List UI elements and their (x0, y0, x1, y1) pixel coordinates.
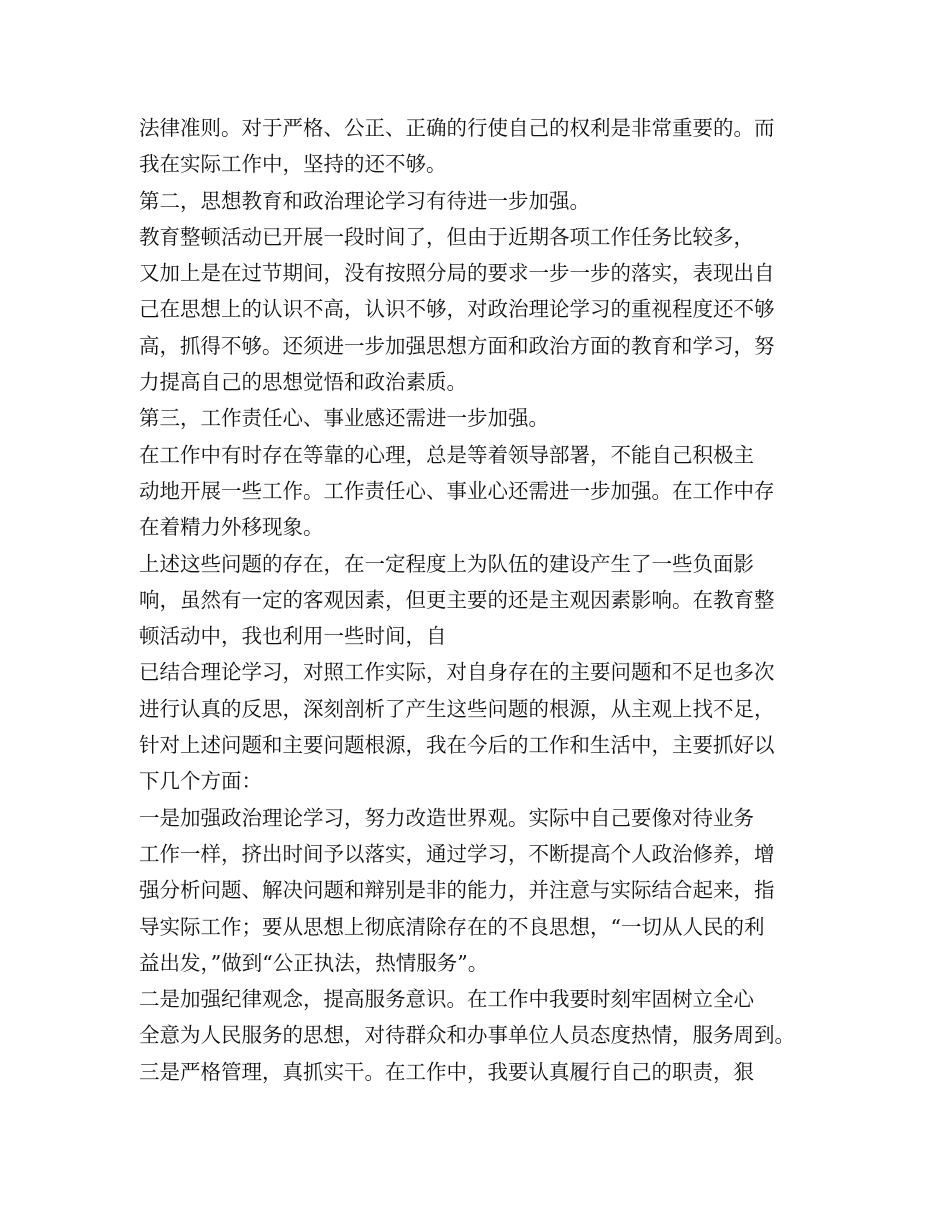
text-line: 己在思想上的认识不高，认识不够，对政治理论学习的重视程度还不够 (139, 297, 775, 322)
text-line: 响，虽然有一定的客观因素，但更主要的还是主观因素影响。在教育整 (139, 587, 775, 612)
text-line: 顿活动中，我也利用一些时间，自 (139, 624, 447, 649)
text-line: 下几个方面： (139, 769, 262, 794)
text-line: 力提高自己的思想觉悟和政治素质。 (139, 370, 467, 395)
text-line: 法律准则。对于严格、公正、正确的行使自己的权利是非常重要的。而 (139, 116, 775, 140)
text-line: 针对上述问题和主要问题根源，我在今后的工作和生活中，主要抓好以 (139, 733, 775, 758)
text-line: 上述这些问题的存在，在一定程度上为队伍的建设产生了一些负面影 (139, 551, 754, 576)
text-line: 全意为人民服务的思想，对待群众和办事单位人员态度热情，服务周到。 (139, 1023, 795, 1048)
text-line: 第三，工作责任心、事业感还需进一步加强。 (139, 406, 549, 431)
document-body (139, 110, 829, 1090)
text-line: 一是加强政治理论学习，努力改造世界观。实际中自己要像对待业务 (139, 805, 754, 830)
text-line: 二是加强纪律观念，提高服务意识。在工作中我要时刻牢固树立全心 (139, 987, 754, 1012)
text-line: 在着精力外移现象。 (139, 515, 324, 540)
text-line: 我在实际工作中，坚持的还不够。 (139, 152, 447, 177)
text-line: 三是严格管理，真抓实干。在工作中，我要认真履行自己的职责，狠 (139, 1059, 754, 1084)
text-line: 已结合理论学习，对照工作实际，对自身存在的主要问题和不足也多次 (139, 660, 775, 685)
text-line: 工作一样，挤出时间予以落实，通过学习，不断提高个人政治修养，增 (139, 841, 775, 866)
text-line: 教育整顿活动已开展一段时间了，但由于近期各项工作任务比较多， (139, 224, 754, 249)
text-line: 又加上是在过节期间，没有按照分局的要求一步一步的落实，表现出自 (139, 261, 775, 286)
text-line: 强分析问题、解决问题和辩别是非的能力，并注意与实际结合起来，指 (139, 878, 775, 903)
text-line: 高，抓得不够。还须进一步加强思想方面和政治方面的教育和学习，努 (139, 333, 775, 358)
text-line: 动地开展一些工作。工作责任心、事业心还需进一步加强。在工作中存 (139, 478, 775, 503)
text-line: 在工作中有时存在等靠的心理，总是等着领导部署，不能自己积极主 (139, 442, 754, 467)
text-line: 导实际工作；要从思想上彻底清除存在的不良思想，“一切从人民的利 (139, 914, 765, 939)
text-line: 益出发，”做到“公正执法，热情服务”。 (139, 950, 489, 975)
text-line: 进行认真的反思，深刻剖析了产生这些问题的根源，从主观上找不足， (139, 696, 775, 721)
text-line: 第二，思想教育和政治理论学习有待进一步加强。 (139, 188, 590, 213)
